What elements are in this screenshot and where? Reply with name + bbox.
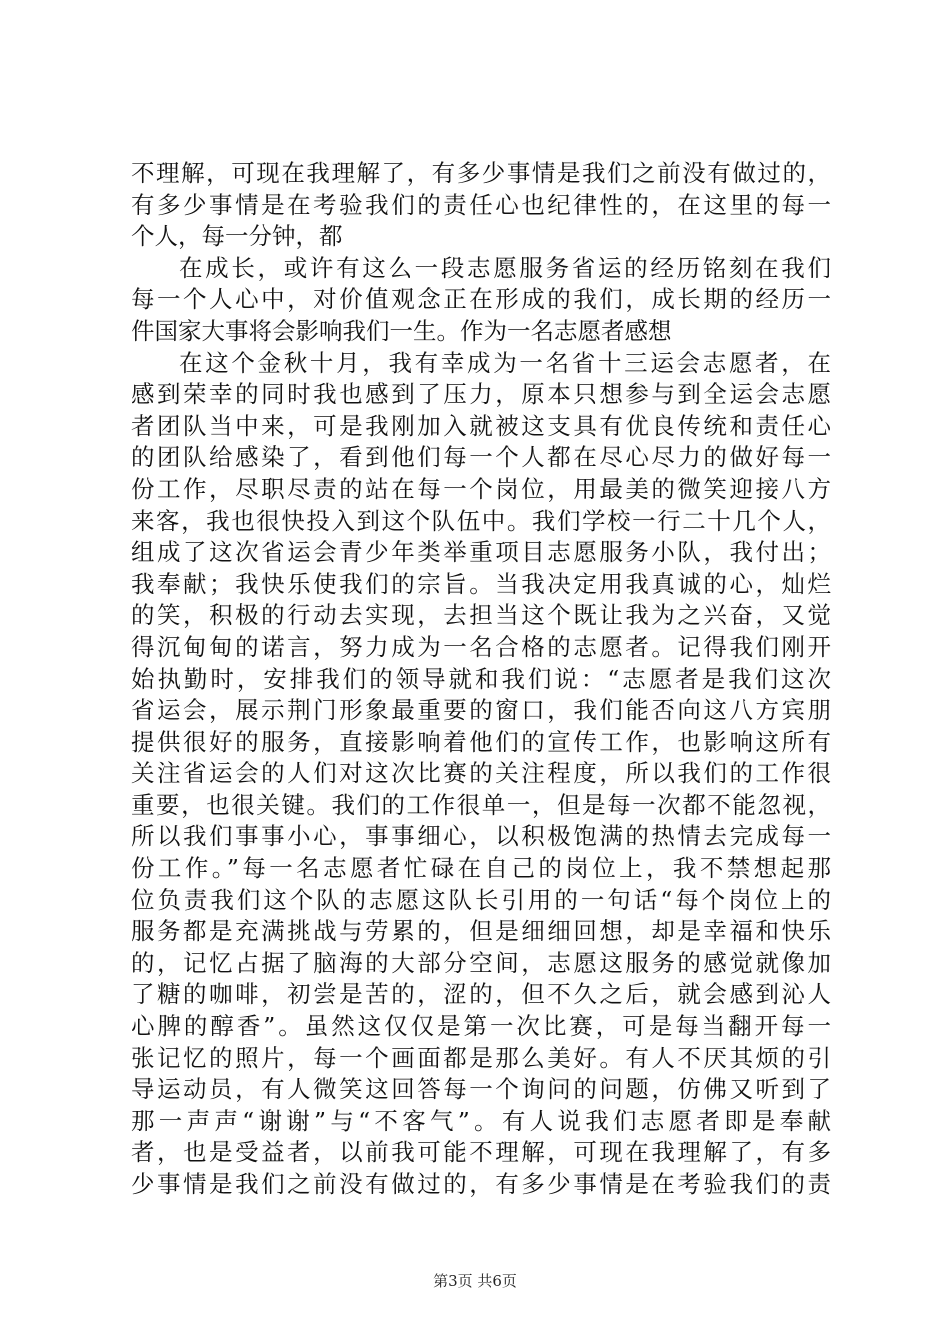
text-line: 所以我们事事小心，事事细心，以积极饱满的热情去完成每一 — [131, 822, 831, 851]
text-line: 来客，我也很快投入到这个队伍中。我们学校一行二十几个人， — [131, 506, 831, 535]
text-line: 位负责我们这个队的志愿这队长引用的一句话“每个岗位上的 — [131, 885, 831, 914]
text-line: 关注省运会的人们对这次比赛的关注程度，所以我们的工作很 — [131, 759, 831, 788]
text-line: 重要，也很关键。我们的工作很单一，但是每一次都不能忽视， — [131, 790, 831, 819]
text-line: 的团队给感染了，看到他们每一个人都在尽心尽力的做好每一 — [131, 443, 831, 472]
text-line: 了糖的咖啡，初尝是苦的，涩的，但不久之后，就会感到沁人 — [131, 980, 831, 1009]
text-line: 组成了这次省运会青少年类举重项目志愿服务小队，我付出； — [131, 538, 831, 567]
text-line: 的，记忆占据了脑海的大部分空间，志愿这服务的感觉就像加 — [131, 948, 831, 977]
page-footer: 第3页 共6页 — [433, 1272, 517, 1290]
text-line: 服务都是充满挑战与劳累的，但是细细回想，却是幸福和快乐 — [131, 917, 831, 946]
text-line: 份工作。”每一名志愿者忙碌在自己的岗位上，我不禁想起那 — [131, 854, 831, 883]
text-line: 每一个人心中，对价值观念正在形成的我们，成长期的经历一 — [131, 285, 831, 314]
text-line: 张记忆的照片，每一个画面都是那么美好。有人不厌其烦的引 — [131, 1043, 831, 1072]
text-line: 导运动员，有人微笑这回答每一个询问的问题，仿佛又听到了 — [131, 1075, 831, 1104]
text-line: 得沉甸甸的诺言，努力成为一名合格的志愿者。记得我们刚开 — [131, 632, 831, 661]
text-line: 心脾的醇香”。虽然这仅仅是第一次比赛，可是每当翻开每一 — [131, 1012, 831, 1041]
text-line: 少事情是我们之前没有做过的，有多少事情是在考验我们的责 — [131, 1170, 831, 1198]
body-text — [131, 158, 831, 1201]
text-line: 不理解，可现在我理解了，有多少事情是我们之前没有做过的， — [131, 159, 831, 187]
text-line: 者团队当中来，可是我刚加入就被这支具有优良传统和责任心 — [131, 411, 831, 440]
text-line: 感到荣幸的同时我也感到了压力，原本只想参与到全运会志愿 — [131, 380, 831, 409]
text-line: 份工作，尽职尽责的站在每一个岗位，用最美的微笑迎接八方 — [131, 474, 831, 503]
text-line: 在成长，或许有这么一段志愿服务省运的经历铭刻在我们 — [179, 253, 831, 282]
text-line: 在这个金秋十月，我有幸成为一名省十三运会志愿者，在 — [179, 348, 831, 377]
text-line: 我奉献；我快乐使我们的宗旨。当我决定用我真诚的心，灿烂 — [131, 569, 831, 598]
text-line: 提供很好的服务，直接影响着他们的宣传工作，也影响这所有 — [131, 727, 831, 756]
text-line: 个人，每一分钟，都 — [131, 222, 343, 251]
text-line: 有多少事情是在考验我们的责任心也纪律性的，在这里的每一 — [131, 190, 831, 219]
text-line: 那一声声“谢谢”与“不客气”。有人说我们志愿者即是奉献 — [131, 1106, 831, 1135]
text-line: 的笑，积极的行动去实现，去担当这个既让我为之兴奋，又觉 — [131, 601, 831, 630]
text-line: 者，也是受益者，以前我可能不理解，可现在我理解了，有多 — [131, 1138, 831, 1167]
text-line: 省运会，展示荆门形象最重要的窗口，我们能否向这八方宾朋 — [131, 696, 831, 725]
text-line: 件国家大事将会影响我们一生。作为一名志愿者感想 — [131, 316, 672, 345]
text-line: 始执勤时，安排我们的领导就和我们说：“志愿者是我们这次 — [131, 664, 831, 693]
